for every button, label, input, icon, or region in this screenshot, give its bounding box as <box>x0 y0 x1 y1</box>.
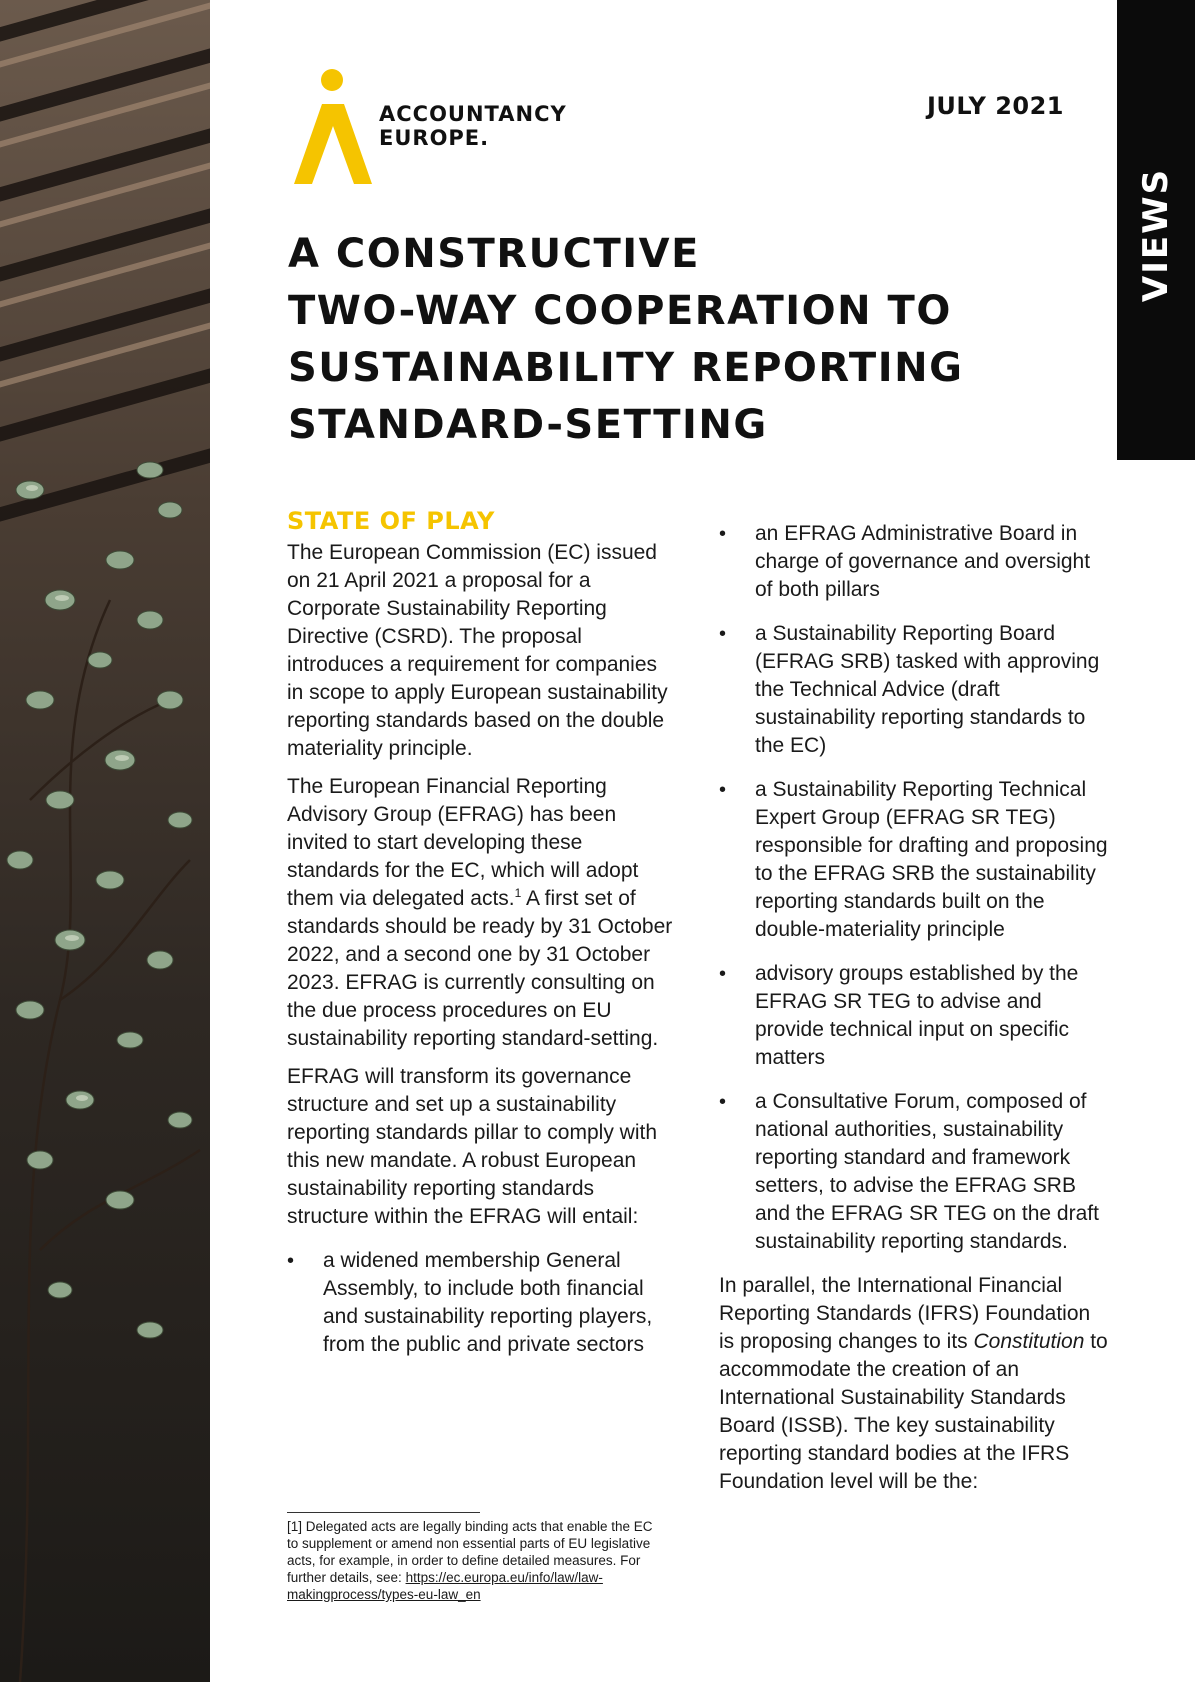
publication-date: JULY 2021 <box>926 92 1064 120</box>
paragraph-governance: EFRAG will transform its governance structure and set up a sustainability reporting standards pillar to comply with this new mandate. A robust European sustainability reporting standards structure within the EFRAG will entail: <box>287 1065 658 1228</box>
cover-photo <box>0 0 210 1682</box>
logo-wordmark <box>379 102 567 150</box>
logo-line-2: EUROPE. <box>379 126 490 150</box>
paragraph-intro: The European Commission (EC) issued on 21 April 2021 a proposal for a Corporate Sustainability Reporting Directive (CSRD). The proposal introduces a requirement for companies in scope to apply European sustainability reporting standards based on the double materiality principle. <box>287 541 668 760</box>
views-tab <box>1117 0 1195 460</box>
constitution-emphasis: Constitution <box>973 1330 1085 1353</box>
page-title <box>288 226 1108 454</box>
footnote <box>287 1518 667 1603</box>
footnote-ref[interactable]: 1 <box>514 886 522 900</box>
paragraph-ifrs-text: In parallel, the International Financial Reporting Standards (IFRS) Foundation is proposing changes to its <box>719 1274 1091 1353</box>
footnote-text: [1] Delegated acts are legally binding acts that enable the EC to supplement or amend non essential parts of EU legislative acts, for example, in order to define detailed measures. For further details, see: <box>287 1519 653 1585</box>
list-item: • advisory groups established by the EFRAG SR TEG to advise and provide technical input on specific matters <box>719 960 1109 1072</box>
section-heading: STATE OF PLAY <box>287 507 495 535</box>
left-column <box>287 505 677 1375</box>
list-item: • a Sustainability Reporting Board (EFRAG SRB) tasked with approving the Technical Advice (draft sustainability reporting standards to the EC) <box>719 620 1109 760</box>
bullet-list-left <box>287 1247 677 1359</box>
views-label: VIEWS <box>1136 167 1176 303</box>
paragraph-efrag-text-cont: A first set of standards should be ready by 31 October 2022, and a second one by 31 October 2023. EFRAG is currently consulting on the due process procedures on EU sustainability reporting standard-setting. <box>287 887 673 1050</box>
list-item: • an EFRAG Administrative Board in charge of governance and oversight of both pillars <box>719 520 1109 604</box>
paragraph-efrag-text: The European Financial Reporting Advisory Group (EFRAG) has been invited to start developing these standards for the EC, which will adopt them via delegated acts. <box>287 775 639 910</box>
bullet-list-right <box>719 520 1109 1256</box>
footnote-link[interactable]: https://ec.europa.eu/info/law/law-makingprocess/types-eu-law_en <box>287 1570 603 1602</box>
title-line: SUSTAINABILITY REPORTING <box>288 345 964 391</box>
architecture-plant-image <box>0 0 210 1682</box>
title-line: TWO-WAY COOPERATION TO <box>288 288 952 334</box>
title-line: STANDARD-SETTING <box>288 402 768 448</box>
paragraph-ifrs <box>719 1272 1109 1496</box>
list-item: • a widened membership General Assembly, to include both financial and sustainability reporting players, from the public and private sectors <box>287 1247 677 1359</box>
accountancy-europe-logo-icon <box>292 68 374 184</box>
list-item: • a Sustainability Reporting Technical Expert Group (EFRAG SR TEG) responsible for drafting and proposing to the EFRAG SRB the sustainability reporting standards built on the double-materiality principle <box>719 776 1109 944</box>
paragraph-efrag <box>287 773 677 1053</box>
list-item: • a Consultative Forum, composed of national authorities, sustainability reporting standard and framework setters, to advise the EFRAG SRB and the EFRAG SR TEG on the draft sustainability reporting standards. <box>719 1088 1109 1256</box>
logo-line-1: ACCOUNTANCY <box>379 102 567 126</box>
right-column <box>719 520 1109 1506</box>
title-line: A CONSTRUCTIVE <box>288 231 700 277</box>
paragraph-ifrs-text-cont: to accommodate the creation of an International Sustainability Standards Board (ISSB). The key sustainability reporting standard bodies at the IFRS Foundation level will be the: <box>719 1330 1108 1493</box>
footnote-divider <box>287 1512 480 1513</box>
